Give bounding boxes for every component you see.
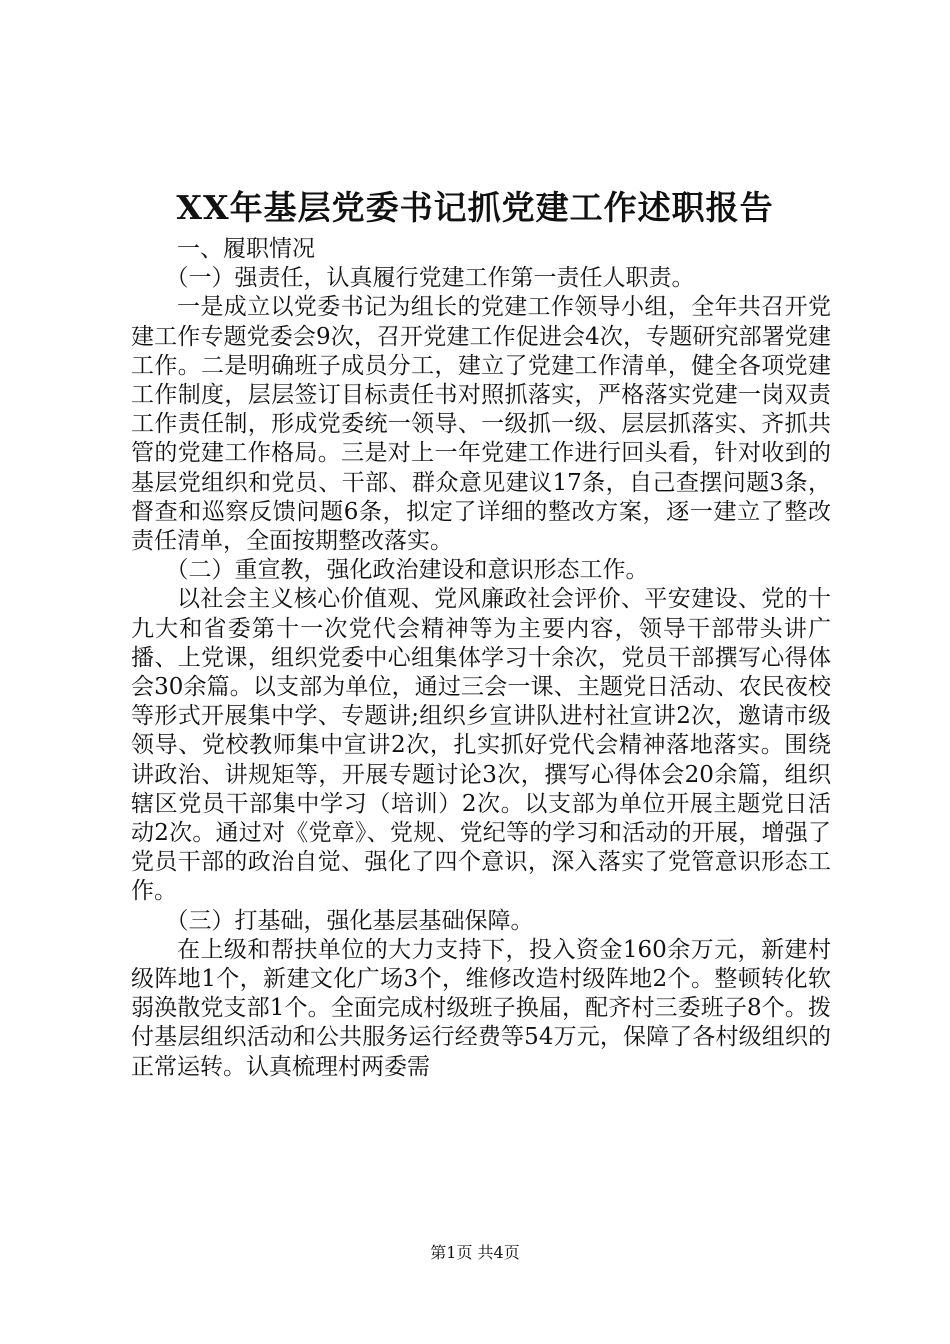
subsection-heading: （二）重宣教，强化政治建设和意识形态工作。 [165,557,649,584]
subsection-heading: （一）强责任，认真履行党建工作第一责任人职责。 [165,265,695,292]
document-title: XX年基层党委书记抓党建工作述职报告 [176,188,774,227]
subsection-heading: （三）打基础，强化基层基础保障。 [165,907,534,934]
document-body [131,235,831,1082]
section-heading: 一、履职情况 [177,236,315,262]
body-paragraph: 以社会主义核心价值观、党风廉政社会评价、平安建设、党的十九大和省委第十一次党代会精神等为主要内容，领导干部带头讲广播、上党课，组织党委中心组集体学习十余次，党员干部撰写心得体会30余篇。以支部为单位，通过三会一课、主题党日活动、农民夜校等形式开展集中学、专题讲;组织乡宣讲队进村社宣讲2次，邀请市级领导、党校教师集中宣讲2次，扎实抓好党代会精神落地落实。围绕讲政治、讲规矩等，开展专题讨论3次，撰写心得体会20余篇，组织辖区党员干部集中学习（培训）2次。以支部为单位开展主题党日活动2次。通过对《党章》、党规、党纪等的学习和活动的开展，增强了党员干部的政治自觉、强化了四个意识，深入落实了党管意识形态工作。 [131,586,831,905]
body-paragraph: 一是成立以党委书记为组长的党建工作领导小组，全年共召开党建工作专题党委会9次，召开党建工作促进会4次，专题研究部署党建工作。二是明确班子成员分工，建立了党建工作清单，健全各项党建工作制度，层层签订目标责任书对照抓落实，严格落实党建一岗双责工作责任制，形成党委统一领导、一级抓一级、层层抓落实、齐抓共管的党建工作格局。三是对上一年党建工作进行回头看，针对收到的基层党组织和党员、干部、群众意见建议17条，自己查摆问题3条，督查和巡察反馈问题6条，拟定了详细的整改方案，逐一建立了整改责任清单，全面按期整改落实。 [131,294,831,555]
page-footer: 第1页 共4页 [430,1243,520,1262]
body-paragraph: 在上级和帮扶单位的大力支持下，投入资金160余万元，新建村级阵地1个，新建文化广场3个，维修改造村级阵地2个。整顿转化软弱涣散党支部1个。全面完成村级班子换届，配齐村三委班子8个。拨付基层组织活动和公共服务运行经费等54万元，保障了各村级组织的正常运转。认真梳理村两委需 [131,936,831,1080]
